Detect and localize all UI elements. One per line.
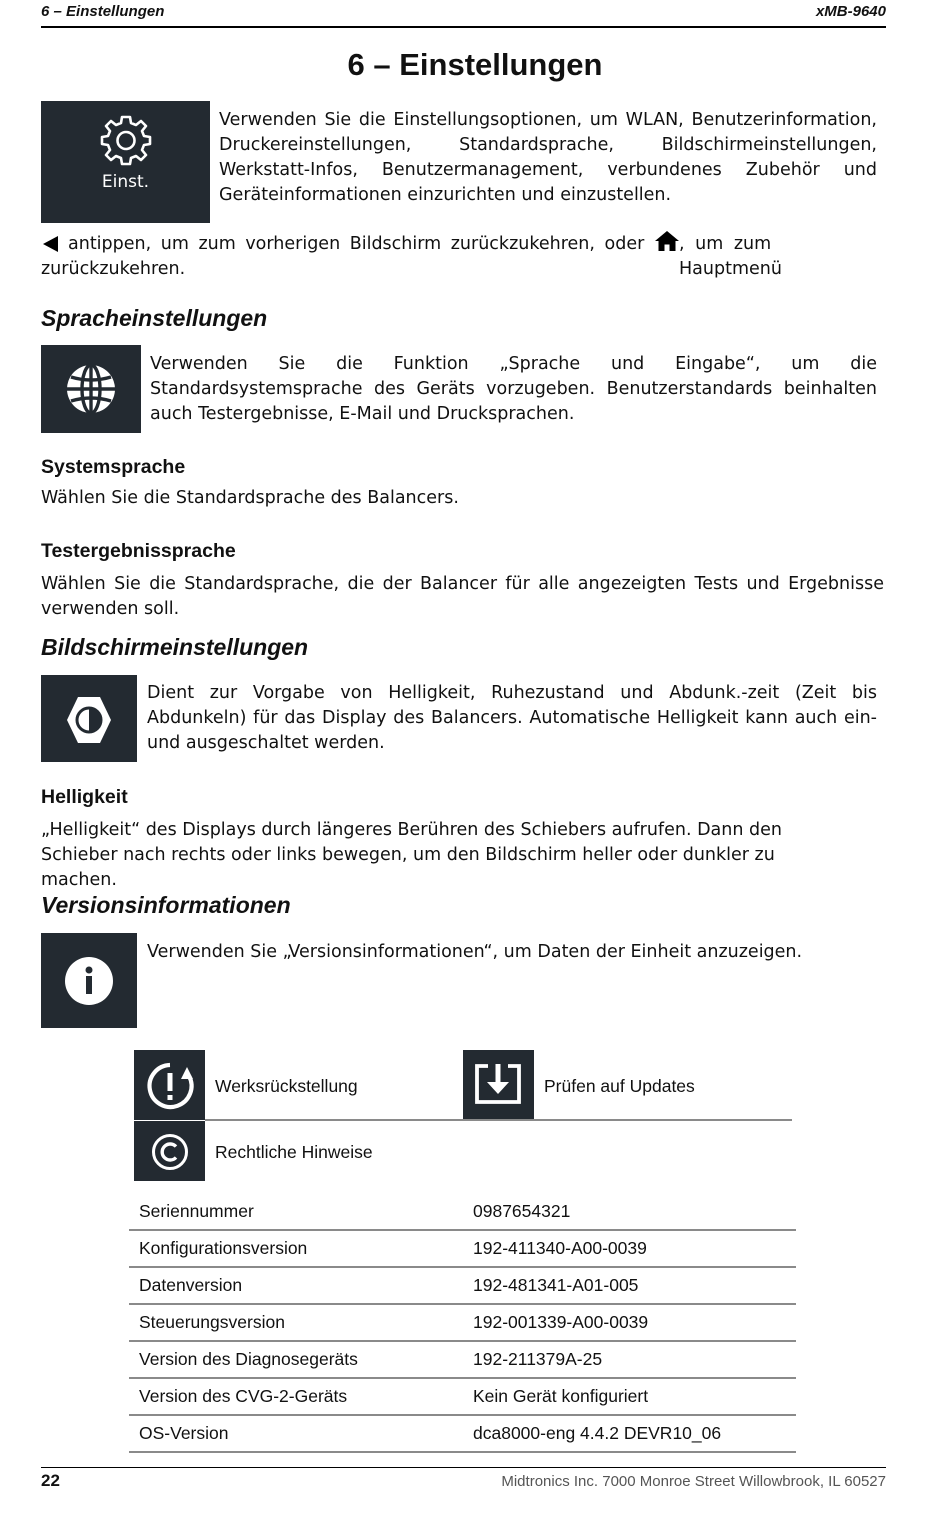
info-icon	[65, 957, 113, 1005]
row-key: Version des Diagnosegeräts	[139, 1349, 358, 1369]
copyright-icon	[151, 1133, 189, 1171]
section-heading-display: Bildschirmeinstellungen	[41, 634, 309, 660]
running-header-right: xMB-9640	[815, 3, 886, 20]
download-icon	[473, 1061, 523, 1107]
row-value: Kein Gerät konfiguriert	[473, 1386, 649, 1406]
table-row	[129, 1229, 796, 1268]
brightness-icon	[63, 694, 115, 746]
check-updates-button[interactable]	[463, 1050, 791, 1120]
language-paragraph: Verwenden Sie die Funktion „Sprache und Eingabe“, um die Standardsystemsprache des Geräts vorzugeben. Benutzerstandards beinhalten auch Testergebnisse, E-Mail und Drucksprachen.	[150, 354, 877, 424]
system-language-paragraph: Wählen Sie die Standardsprache des Balancers.	[41, 488, 459, 508]
row-key: Konfigurationsversion	[139, 1238, 308, 1258]
table-row	[129, 1266, 796, 1305]
subheading-brightness: Helligkeit	[41, 786, 128, 808]
nav-hint-part1: antippen, um zum vorherigen Bildschirm zurückzukehren, oder	[68, 234, 645, 254]
page-number: 22	[41, 1471, 60, 1490]
row-value: 192-001339-A00-0039	[473, 1312, 649, 1332]
row-key: OS-Version	[139, 1423, 229, 1443]
table-row	[129, 1377, 796, 1416]
back-arrow-icon	[42, 236, 59, 252]
section-heading-version: Versionsinformationen	[41, 892, 291, 918]
nav-hint-part3: zurückzukehren.	[41, 259, 186, 279]
legal-notices-tile	[134, 1121, 205, 1181]
row-key: Datenversion	[139, 1275, 243, 1295]
display-tile	[41, 675, 137, 762]
legal-notices-label: Rechtliche Hinweise	[215, 1142, 373, 1162]
version-paragraph: Verwenden Sie „Versionsinformationen“, um Daten der Einheit anzuzeigen.	[147, 942, 803, 962]
globe-icon	[65, 363, 117, 415]
display-paragraph: Dient zur Vorgabe von Helligkeit, Ruhezustand und Abdunk.-zeit (Zeit bis Abdunkeln) für das Display des Balancers. Automatische Helligkeit kann auch ein- und ausgeschaltet werden.	[147, 683, 877, 753]
row-value: 192-481341-A01-005	[473, 1275, 639, 1295]
check-updates-label: Prüfen auf Updates	[544, 1076, 695, 1096]
home-icon	[654, 230, 680, 252]
header-rule	[41, 26, 886, 28]
nav-hint-part2: , um zum Hauptmenü	[679, 234, 782, 279]
row-value: 0987654321	[473, 1201, 571, 1221]
row-key: Steuerungsversion	[139, 1312, 285, 1332]
settings-tile-label: Einst.	[101, 172, 150, 192]
version-tile	[41, 933, 137, 1028]
row-value: 192-411340-A00-0039	[473, 1238, 647, 1258]
factory-reset-button[interactable]	[134, 1050, 461, 1120]
factory-reset-tile	[134, 1050, 205, 1120]
gear-icon	[99, 113, 153, 167]
footer-address: Midtronics Inc. 7000 Monroe Street Willowbrook, IL 60527	[501, 1473, 886, 1490]
table-row	[129, 1340, 796, 1379]
section-heading-language: Spracheinstellungen	[41, 305, 268, 331]
running-header-left: 6 – Einstellungen	[41, 3, 165, 20]
settings-tile	[41, 101, 210, 223]
footer-rule	[41, 1467, 886, 1468]
page-title: 6 – Einstellungen	[347, 47, 603, 82]
table-row	[129, 1192, 796, 1231]
row-value: 192-211379A-25	[473, 1349, 603, 1369]
row-key: Seriennummer	[139, 1201, 254, 1221]
language-tile	[41, 345, 141, 433]
factory-reset-label: Werksrückstellung	[215, 1076, 358, 1096]
table-row	[129, 1414, 796, 1453]
test-language-paragraph: Wählen Sie die Standardsprache, die der Balancer für alle angezeigten Tests und Ergebnisse verwenden soll.	[41, 574, 884, 619]
subheading-test-language: Testergebnissprache	[41, 540, 236, 562]
factory-reset-icon	[143, 1059, 197, 1113]
brightness-paragraph: „Helligkeit“ des Displays durch längeres Berühren des Schiebers aufrufen. Dann den Schieber nach rechts oder links bewegen, um den Bildschirm heller oder dunkler zu machen.	[41, 820, 782, 890]
row-value: dca8000-eng 4.4.2 DEVR10_06	[473, 1423, 722, 1443]
row-key: Version des CVG-2-Geräts	[139, 1386, 348, 1406]
table-row	[129, 1303, 796, 1342]
legal-notices-button[interactable]	[134, 1121, 461, 1181]
check-updates-tile	[463, 1050, 534, 1120]
intro-paragraph: Verwenden Sie die Einstellungsoptionen, um WLAN, Benutzerinformation, Druckereinstellungen, Standardsprache, Bildschirmeinstellungen, Werkstatt-Infos, Benutzermanagement, verbundenes Zubehör und Geräteinformationen einzurichten und einzustellen.	[219, 110, 877, 205]
subheading-system-language: Systemsprache	[41, 456, 186, 478]
